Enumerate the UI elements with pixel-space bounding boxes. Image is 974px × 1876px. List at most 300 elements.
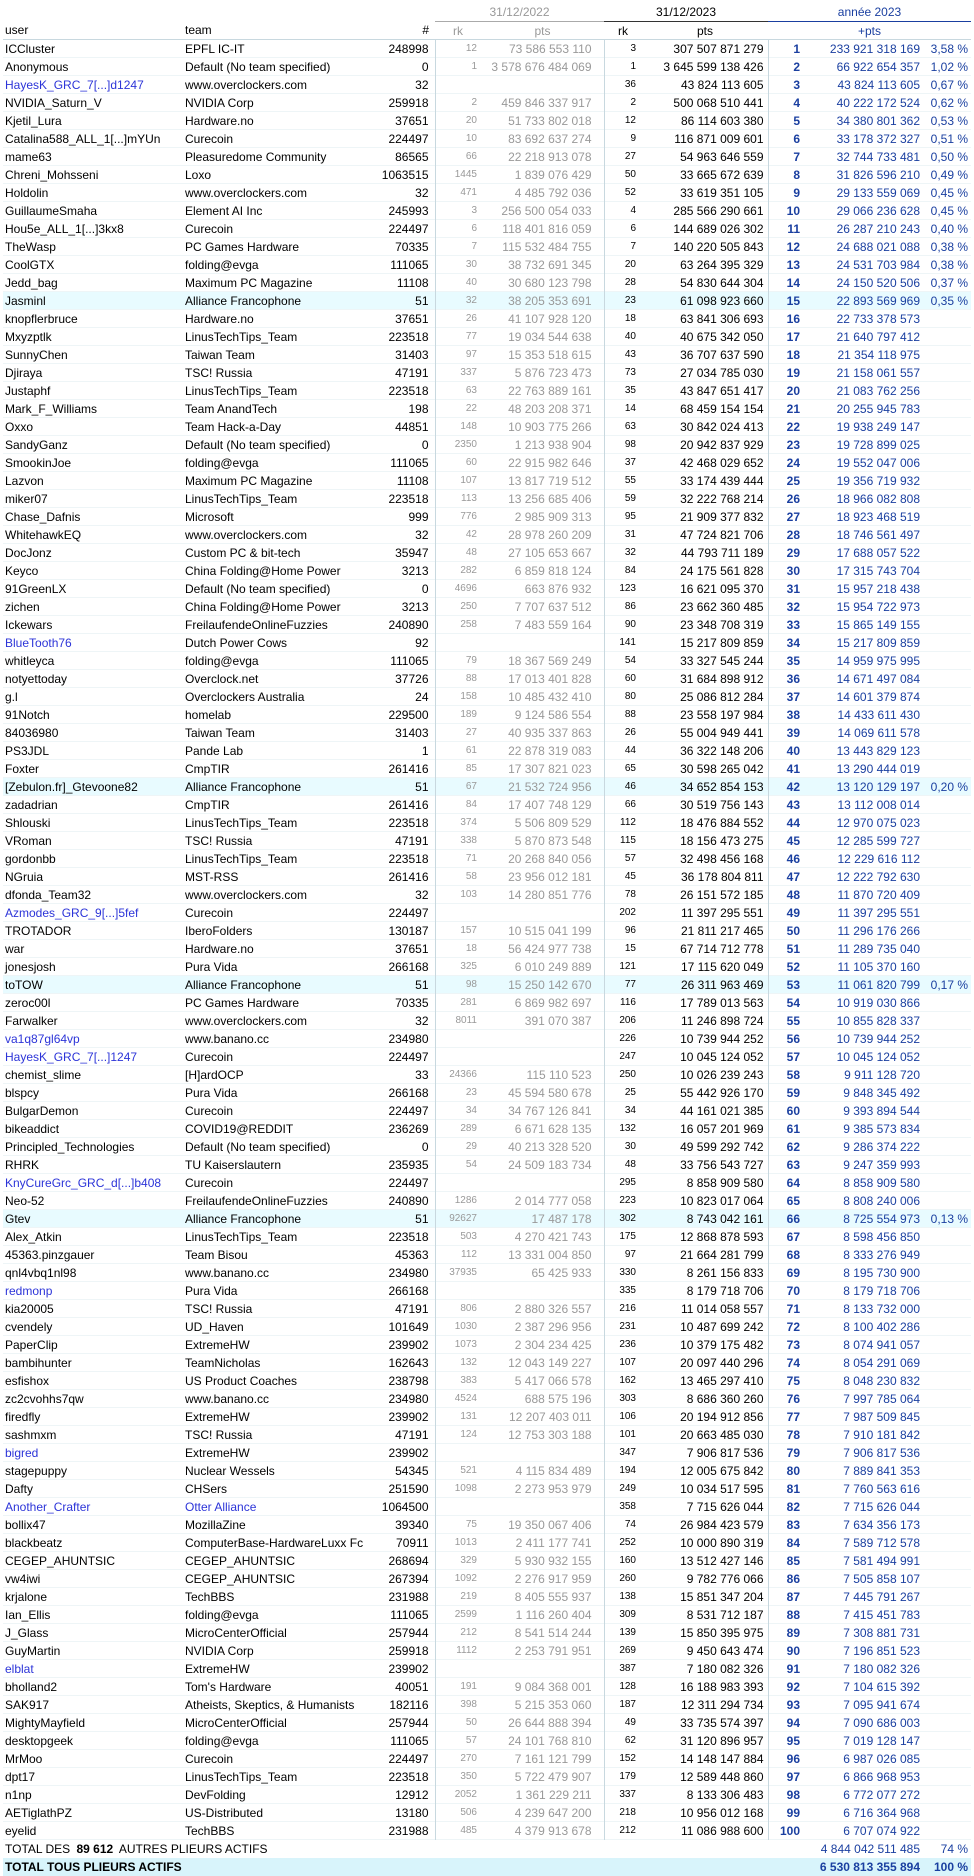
row-points-2022: 5 506 809 529 (514, 815, 592, 830)
row-rank-year: 74 (768, 1354, 806, 1372)
row-team-number: 37651 (395, 113, 429, 128)
row-rank-2022 (435, 904, 481, 922)
row-points-year: 12 222 792 630 (836, 869, 920, 884)
row-percent: 1,02 % (930, 59, 968, 74)
row-team-number: 24 (415, 689, 429, 704)
row-team: Curecoin (185, 1049, 234, 1064)
row-points-2022 (481, 1660, 604, 1678)
row-points-year: 10 855 828 337 (836, 1013, 920, 1028)
row-user: va1q87gl64vp (5, 1031, 80, 1046)
row-rank-2022: 97 (435, 346, 481, 364)
row-rank-year: 70 (768, 1282, 806, 1300)
row-percent (924, 670, 971, 688)
table-row (3, 58, 971, 76)
row-rank-2022: 22 (435, 400, 481, 418)
row-team-number: 0 (421, 1139, 429, 1154)
row-user: knopflerbruce (5, 311, 78, 326)
row-rank-year: 45 (768, 832, 806, 850)
row-points-year: 7 415 451 783 (843, 1607, 920, 1622)
row-rank-year: 58 (768, 1066, 806, 1084)
row-points-year: 8 333 276 949 (843, 1247, 920, 1262)
row-rank-2022 (435, 1498, 481, 1516)
row-percent (924, 364, 971, 382)
row-team-number: 51 (415, 1211, 429, 1226)
table-row (3, 1714, 971, 1732)
row-percent (924, 994, 971, 1012)
row-percent (924, 1570, 971, 1588)
row-percent (924, 886, 971, 904)
row-points-2023: 43 847 651 417 (680, 383, 764, 398)
row-points-2022: 28 978 260 209 (508, 527, 592, 542)
table-row (3, 184, 971, 202)
row-rank-2023: 112 (604, 814, 642, 832)
row-user: Keyco (5, 563, 39, 578)
row-user: [Zebulon.fr]_Gtevoone82 (5, 779, 138, 794)
table-row (3, 904, 971, 922)
row-rank-year: 38 (768, 706, 806, 724)
row-team-number: 234980 (388, 1031, 429, 1046)
row-rank-2022: 329 (435, 1552, 481, 1570)
row-points-2023: 31 120 896 957 (680, 1733, 764, 1748)
row-team-number: 11108 (396, 473, 429, 488)
row-percent (924, 1444, 971, 1462)
row-rank-2023: 269 (604, 1642, 642, 1660)
row-user: qnl4vbq1nl98 (5, 1265, 77, 1280)
row-team-number: 257944 (388, 1625, 429, 1640)
row-user: NGruia (5, 869, 44, 884)
row-percent (924, 598, 971, 616)
row-points-2023: 13 512 427 146 (680, 1553, 764, 1568)
row-team-number: 224497 (388, 1049, 429, 1064)
row-rank-year: 8 (768, 166, 806, 184)
row-rank-year: 76 (768, 1390, 806, 1408)
row-user: mame63 (5, 149, 52, 164)
row-rank-2023: 36 (604, 76, 642, 94)
row-team-number: 54345 (395, 1463, 429, 1478)
row-points-2022: 22 218 913 078 (508, 149, 592, 164)
row-points-2023: 16 621 095 370 (680, 581, 764, 596)
row-team: CHSers (185, 1481, 228, 1496)
row-team: www.banano.cc (185, 1265, 270, 1280)
row-rank-2023: 97 (604, 1246, 642, 1264)
table-row (3, 400, 971, 418)
table-row (3, 1696, 971, 1714)
row-points-2022: 7 161 121 799 (514, 1751, 592, 1766)
row-percent (924, 1084, 971, 1102)
row-team-number: 223518 (388, 1769, 429, 1784)
row-team: Curecoin (185, 131, 234, 146)
row-points-2022: 3 578 676 484 069 (491, 59, 592, 74)
row-rank-2023: 73 (604, 364, 642, 382)
row-rank-2022: 281 (435, 994, 481, 1012)
row-points-2022: 19 350 067 406 (508, 1517, 592, 1532)
row-team-number: 33 (415, 1067, 429, 1082)
row-team-number: 266168 (388, 1085, 429, 1100)
row-team-number: 44851 (395, 419, 429, 434)
row-percent (924, 688, 971, 706)
row-points-2022: 2 411 177 741 (515, 1535, 592, 1550)
row-user: CoolGTX (5, 257, 55, 272)
row-rank-2023: 2 (604, 94, 642, 112)
row-points-2023: 25 086 812 284 (680, 689, 764, 704)
row-rank-year: 89 (768, 1624, 806, 1642)
row-points-2022: 17 307 821 023 (508, 761, 592, 776)
row-percent: 3,58 % (930, 41, 968, 56)
row-team-number: 111065 (390, 1607, 429, 1622)
total-all-pts: 6 530 813 355 894 (819, 1860, 920, 1874)
row-rank-year: 29 (768, 544, 806, 562)
row-points-2022: 24 509 183 734 (508, 1157, 592, 1172)
row-rank-2022: 54 (435, 1156, 481, 1174)
row-points-2022 (481, 1282, 604, 1300)
row-points-2022: 1 213 938 904 (514, 437, 592, 452)
row-team: ExtremeHW (185, 1409, 250, 1424)
row-points-2023: 285 566 290 661 (673, 203, 764, 218)
row-rank-2023: 37 (604, 454, 642, 472)
row-team-number: 251590 (388, 1481, 429, 1496)
header-year: année 2023 (768, 3, 971, 22)
row-rank-2023: 116 (604, 994, 642, 1012)
row-rank-2022: 30 (435, 256, 481, 274)
row-team-number: 198 (408, 401, 429, 416)
row-points-year: 14 433 611 430 (837, 707, 920, 722)
row-points-year: 66 922 654 357 (836, 59, 920, 74)
row-user: J_Glass (5, 1625, 49, 1640)
row-points-year: 13 120 129 197 (836, 779, 920, 794)
row-points-year: 26 287 210 243 (836, 221, 920, 236)
row-points-year: 11 105 370 160 (837, 959, 920, 974)
row-points-year: 7 505 858 107 (843, 1571, 920, 1586)
table-row (3, 688, 971, 706)
row-points-2023: 13 465 297 410 (680, 1373, 764, 1388)
row-rank-2023: 236 (604, 1336, 642, 1354)
row-rank-year: 34 (768, 634, 806, 652)
row-team-number: 111065 (390, 653, 429, 668)
row-team-number: 231988 (388, 1589, 429, 1604)
row-team: Curecoin (185, 1751, 234, 1766)
row-percent (924, 1174, 971, 1192)
table-row (3, 1372, 971, 1390)
row-rank-2023: 358 (604, 1498, 642, 1516)
row-points-year: 7 889 841 353 (843, 1463, 920, 1478)
row-team: LinusTechTips_Team (185, 1769, 298, 1784)
row-points-2023: 54 963 646 559 (680, 149, 764, 164)
row-rank-2023: 337 (604, 1786, 642, 1804)
row-points-2023: 32 498 456 168 (680, 851, 764, 866)
row-user: GuillaumeSmaha (5, 203, 98, 218)
row-team: Microsoft (185, 509, 234, 524)
row-points-year: 8 074 941 057 (843, 1337, 920, 1352)
row-rank-year: 87 (768, 1588, 806, 1606)
row-rank-2023: 260 (604, 1570, 642, 1588)
row-rank-year: 62 (768, 1138, 806, 1156)
row-points-year: 24 688 021 088 (836, 239, 920, 254)
row-rank-2023: 179 (604, 1768, 642, 1786)
row-rank-year: 69 (768, 1264, 806, 1282)
row-team: Overclockers Australia (185, 689, 305, 704)
row-team-number: 261416 (388, 797, 429, 812)
row-points-year: 34 380 801 362 (836, 113, 920, 128)
row-rank-2022: 23 (435, 1084, 481, 1102)
row-rank-2023: 141 (604, 634, 642, 652)
row-team: LinusTechTips_Team (185, 815, 298, 830)
row-points-year: 7 634 356 173 (843, 1517, 920, 1532)
table-row (3, 598, 971, 616)
row-user: WhitehawkEQ (5, 527, 82, 542)
row-percent (924, 1426, 971, 1444)
ranking-table (3, 3, 971, 1876)
row-rank-2022: 98 (435, 976, 481, 994)
row-team: LinusTechTips_Team (185, 1229, 298, 1244)
row-rank-year: 41 (768, 760, 806, 778)
table-row (3, 1390, 971, 1408)
row-points-2022: 4 115 834 489 (515, 1463, 592, 1478)
table-row (3, 436, 971, 454)
row-user: Ian_Ellis (5, 1607, 51, 1622)
row-user: whitleyca (5, 653, 55, 668)
row-points-year: 18 923 468 519 (836, 509, 920, 524)
row-percent (924, 796, 971, 814)
row-percent (924, 1318, 971, 1336)
row-rank-year: 71 (768, 1300, 806, 1318)
row-rank-2023: 14 (604, 400, 642, 418)
row-points-2022: 15 250 142 670 (508, 977, 592, 992)
row-points-year: 10 045 124 052 (836, 1049, 920, 1064)
row-points-year: 17 688 057 522 (836, 545, 920, 560)
row-rank-2023: 115 (604, 832, 642, 850)
table-row (3, 364, 971, 382)
table-row (3, 346, 971, 364)
row-rank-year: 26 (768, 490, 806, 508)
row-rank-2023: 50 (604, 166, 642, 184)
row-rank-year: 63 (768, 1156, 806, 1174)
row-team-number: 259918 (388, 1643, 429, 1658)
row-percent (924, 1786, 971, 1804)
row-points-2023: 54 830 644 304 (680, 275, 764, 290)
row-rank-2023: 84 (604, 562, 642, 580)
row-percent (924, 1264, 971, 1282)
row-team-number: 240890 (388, 617, 429, 632)
row-rank-year: 10 (768, 202, 806, 220)
table-row (3, 1102, 971, 1120)
row-percent: 0,62 % (930, 95, 968, 110)
row-points-2022: 7 483 559 164 (514, 617, 592, 632)
row-rank-2023: 35 (604, 382, 642, 400)
row-percent: 0,17 % (930, 977, 968, 992)
table-row (3, 1318, 971, 1336)
row-rank-year: 19 (768, 364, 806, 382)
row-rank-2022: 88 (435, 670, 481, 688)
row-rank-2022: 148 (435, 418, 481, 436)
row-points-year: 33 178 372 327 (836, 131, 920, 146)
row-percent (924, 508, 971, 526)
row-points-2023: 21 664 281 799 (680, 1247, 764, 1262)
row-user: eyelid (5, 1823, 37, 1838)
row-team-number: 37651 (395, 941, 429, 956)
row-points-2023: 116 871 009 601 (674, 131, 764, 146)
table-row (3, 490, 971, 508)
row-team-number: 239902 (388, 1445, 429, 1460)
table-row (3, 940, 971, 958)
row-points-2022 (481, 1444, 604, 1462)
row-team-number: 268694 (388, 1553, 429, 1568)
row-points-2023: 15 217 809 859 (680, 635, 764, 650)
row-rank-2022: 158 (435, 688, 481, 706)
row-team-number: 239902 (388, 1661, 429, 1676)
row-percent (924, 1192, 971, 1210)
row-rank-2023: 95 (604, 508, 642, 526)
row-points-2023: 16 188 983 393 (680, 1679, 764, 1694)
row-rank-2022: 2052 (435, 1786, 481, 1804)
row-points-year: 21 354 118 975 (837, 347, 920, 362)
row-rank-2022: 29 (435, 1138, 481, 1156)
row-rank-2022: 42 (435, 526, 481, 544)
row-rank-2023: 250 (604, 1066, 642, 1084)
row-points-year: 7 906 817 536 (843, 1445, 920, 1460)
row-points-year: 22 893 569 969 (836, 293, 920, 308)
row-team: ComputerBase-HardwareLuxx Fc (185, 1535, 364, 1550)
row-rank-2023: 387 (604, 1660, 642, 1678)
row-percent (924, 868, 971, 886)
row-team: www.overclockers.com (185, 185, 308, 200)
row-team-number: 3213 (401, 599, 429, 614)
row-rank-2022: 85 (435, 760, 481, 778)
row-user: BlueTooth76 (5, 635, 72, 650)
row-points-2022: 73 586 553 110 (508, 41, 592, 56)
row-rank-2023: 23 (604, 292, 642, 310)
row-team: Loxo (185, 167, 212, 182)
row-percent: 0,45 % (930, 185, 968, 200)
row-points-2022: 2 387 296 956 (514, 1319, 592, 1334)
row-team-number: 47191 (395, 365, 429, 380)
row-team-number: 37726 (395, 671, 429, 686)
row-points-year: 6 707 074 922 (843, 1823, 920, 1838)
row-points-2022: 15 353 518 615 (508, 347, 592, 362)
row-rank-2023: 54 (604, 652, 642, 670)
row-rank-2022: 337 (435, 364, 481, 382)
row-team-number: 162643 (388, 1355, 429, 1370)
row-rank-2022: 61 (435, 742, 481, 760)
row-user: 91Notch (5, 707, 50, 722)
row-rank-2022: 50 (435, 1714, 481, 1732)
row-points-2023: 26 984 423 579 (680, 1517, 764, 1532)
row-points-2022: 8 405 555 937 (514, 1589, 592, 1604)
table-row (3, 1210, 971, 1228)
row-rank-2022: 1073 (435, 1336, 481, 1354)
table-row (3, 1408, 971, 1426)
row-rank-2022 (435, 1048, 481, 1066)
row-rank-year: 60 (768, 1102, 806, 1120)
row-team-number: 101649 (388, 1319, 429, 1334)
row-percent (924, 832, 971, 850)
row-points-year: 7 581 494 991 (843, 1553, 920, 1568)
table-row (3, 1282, 971, 1300)
row-rank-2022: 67 (435, 778, 481, 796)
row-points-2022: 2 880 326 557 (514, 1301, 592, 1316)
row-points-2022: 22 915 982 646 (508, 455, 592, 470)
row-points-2022: 6 010 249 889 (514, 959, 592, 974)
row-points-2022: 5 870 873 548 (514, 833, 592, 848)
row-team: ExtremeHW (185, 1337, 250, 1352)
row-team-number: 12912 (395, 1787, 429, 1802)
row-rank-year: 80 (768, 1462, 806, 1480)
row-team: Otter Alliance (185, 1499, 257, 1514)
row-percent (924, 1462, 971, 1480)
row-team: Team Bisou (185, 1247, 248, 1262)
row-user: MightyMayfield (5, 1715, 86, 1730)
table-row (3, 310, 971, 328)
row-percent: 0,20 % (930, 779, 968, 794)
row-rank-2023: 49 (604, 1714, 642, 1732)
row-points-2023: 68 459 154 154 (680, 401, 764, 416)
table-row (3, 274, 971, 292)
row-points-2023: 49 599 292 742 (680, 1139, 764, 1154)
row-rank-2023: 63 (604, 418, 642, 436)
row-points-2022: 5 215 353 060 (514, 1697, 592, 1712)
row-user: SandyGanz (5, 437, 68, 452)
row-points-2023: 31 684 898 912 (680, 671, 764, 686)
row-team: EPFL IC-IT (185, 41, 245, 56)
row-rank-year: 93 (768, 1696, 806, 1714)
row-rank-2022: 282 (435, 562, 481, 580)
row-team: Element AI Inc (185, 203, 263, 218)
row-user: Catalina588_ALL_1[...]mYUn (5, 131, 161, 146)
row-team: LinusTechTips_Team (185, 329, 298, 344)
row-team: China Folding@Home Power (185, 599, 341, 614)
total-all-label: TOTAL TOUS PLIEURS ACTIFS (5, 1860, 182, 1874)
row-rank-2023: 4 (604, 202, 642, 220)
row-rank-year: 86 (768, 1570, 806, 1588)
row-team-number: 234980 (388, 1265, 429, 1280)
row-rank-2022: 485 (435, 1822, 481, 1840)
total-all-row (3, 1858, 971, 1876)
row-team: Alliance Francophone (185, 779, 302, 794)
row-team: www.banano.cc (185, 1391, 270, 1406)
row-user: kia20005 (5, 1301, 54, 1316)
row-team: MicroCenterOfficial (185, 1625, 287, 1640)
row-percent (924, 1156, 971, 1174)
row-user: 45363.pinzgauer (5, 1247, 95, 1262)
table-row (3, 1426, 971, 1444)
row-points-2023: 33 619 351 105 (680, 185, 764, 200)
row-user: AETiglathPZ (5, 1805, 72, 1820)
row-rank-2023: 52 (604, 184, 642, 202)
row-points-year: 19 728 899 025 (836, 437, 920, 452)
row-rank-2023: 28 (604, 274, 642, 292)
row-points-2023: 40 675 342 050 (680, 329, 764, 344)
row-points-2023: 18 476 884 552 (680, 815, 764, 830)
row-team-number: 51 (415, 293, 429, 308)
row-team-number: 224497 (388, 1175, 429, 1190)
table-row (3, 1246, 971, 1264)
row-rank-2022: 289 (435, 1120, 481, 1138)
row-rank-2023: 20 (604, 256, 642, 274)
row-points-2022: 10 515 041 199 (508, 923, 592, 938)
row-percent (924, 1300, 971, 1318)
row-percent (924, 1372, 971, 1390)
row-rank-2022 (435, 76, 481, 94)
row-team: Default (No team specified) (185, 437, 331, 452)
row-points-2023: 33 665 672 639 (680, 167, 764, 182)
row-team-number: 224497 (388, 131, 429, 146)
row-rank-year: 79 (768, 1444, 806, 1462)
row-points-2023: 42 468 029 652 (680, 455, 764, 470)
row-points-2022: 118 401 816 059 (502, 221, 592, 236)
row-points-2022: 34 767 126 841 (508, 1103, 592, 1118)
row-rank-2022: 2 (435, 94, 481, 112)
row-user: Principled_Technologies (5, 1139, 135, 1154)
header-rk-2022: rk (453, 23, 463, 38)
